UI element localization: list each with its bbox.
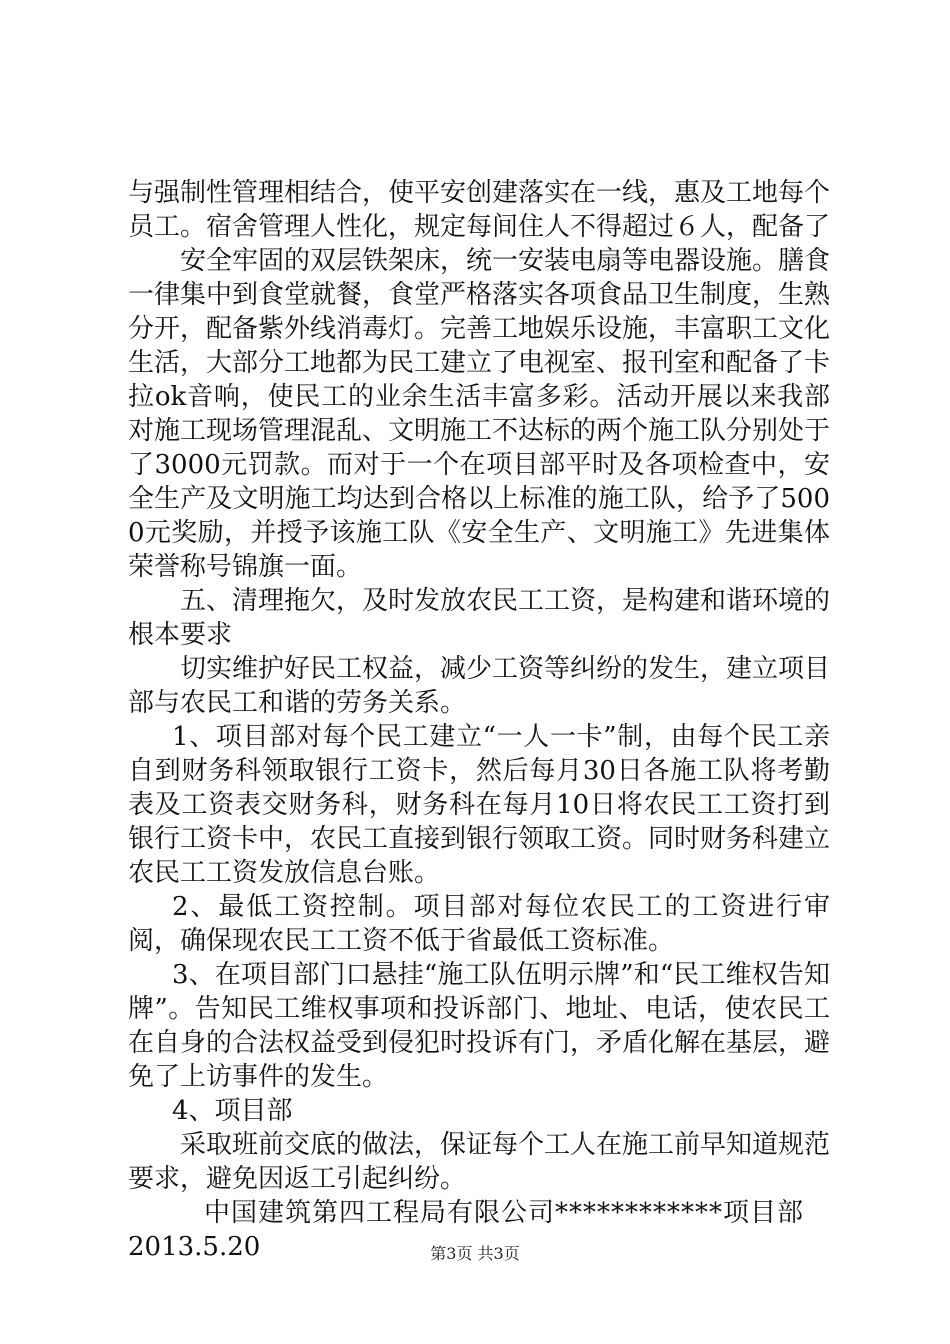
list-item-2: 2、最低工资控制。项目部对每位农民工的工资进行审阅，确保现农民工工资不低于省最低工资标准。 — [128, 892, 830, 956]
paragraph-intro: 与强制性管理相结合，使平安创建落实在一线，惠及工地每个员工。宿舍管理人性化，规定每间住人不得超过６人，配备了 — [128, 178, 831, 242]
signature-line: 中国建筑第四工程局有限公司************项目部 — [204, 1198, 805, 1228]
list-item-3: 3、在项目部门口悬挂“施工队伍明示牌”和“民工维权告知牌”。告知民工维权事项和投诉部门、地址、电话，使农民工在自身的合法权益受到侵犯时投诉有门，矛盾化解在基层，避免了上访事件的发生。 — [128, 960, 831, 1092]
section-heading-wages: 五、清理拖欠，及时发放农民工工资，是构建和谐环境的根本要求 — [128, 586, 831, 650]
paragraph-rights: 切实维护好民工权益，减少工资等纠纷的发生，建立项目部与农民工和谐的劳务关系。 — [128, 654, 831, 718]
paragraph-briefing: 采取班前交底的做法，保证每个工人在施工前早知道规范要求，避免因返工引起纠纷。 — [128, 1130, 831, 1194]
list-item-1: 1、项目部对每个民工建立“一人一卡”制，由每个民工亲自到财务科领取银行工资卡，然后每月30日各施工队将考勤表及工资表交财务科，财务科在每月10日将农民工工资打到银行工资卡中，农民工直接到银行领取工资。同时财务科建立农民工工资发放信息台账。 — [128, 722, 831, 888]
paragraph-facilities: 安全牢固的双层铁架床，统一安装电扇等电器设施。膳食一律集中到食堂就餐，食堂严格落实各项食品卫生制度，生熟分开，配备紫外线消毒灯。完善工地娱乐设施，丰富职工文化生活，大部分工地都为民工建立了电视室、报刊室和配备了卡拉ok音响，使民工的业余生活丰富多彩。活动开展以来我部对施工现场管理混乱、文明施工不达标的两个施工队分别处于了3000元罚款。而对于一个在项目部平时及各项检查中，安全生产及文明施工均达到合格以上标准的施工队，给予了5000元奖励，并授予该施工队《安全生产、文明施工》先进集体荣誉称号锦旗一面。 — [128, 246, 831, 582]
page-footer: 第3页 共3页 — [430, 1244, 520, 1263]
date-line: 2013.5.20 — [128, 1232, 261, 1262]
document-body — [128, 176, 830, 1264]
list-item-4: 4、项目部 — [172, 1096, 293, 1126]
